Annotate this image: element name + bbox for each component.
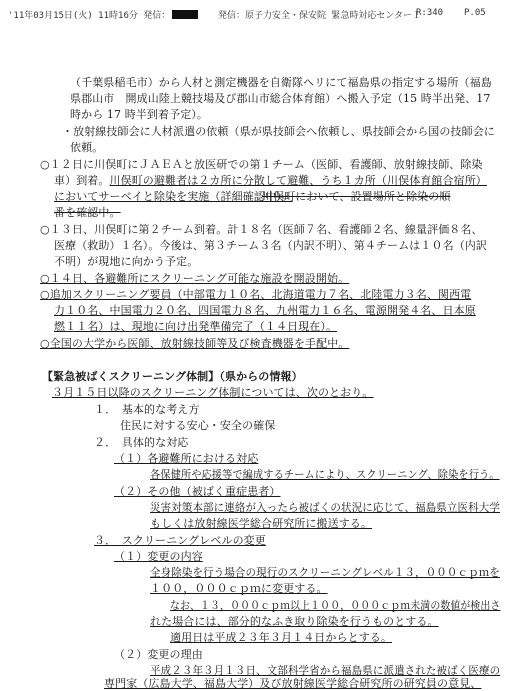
- underlined-text: 川俣町の避難者は２カ所に分散して避難、うち１カ所（川俣体育館合宿所）: [109, 174, 487, 187]
- struck-text: 番を確認中。: [54, 206, 121, 219]
- struck-text: 川俣町において、設置場所と除染の順: [262, 190, 451, 203]
- text-line: 時から 17 時半到着予定）。: [70, 108, 208, 121]
- list-heading: ３． スクリーニングレベルの変更: [94, 534, 266, 547]
- text-line: ○１２日に川俣町にＪＡＥＡと放医研での第１チーム（医師、看護師、放射線技師、除染: [40, 158, 483, 171]
- text-line: ○１４日、各避難所にスクリーニング可能な施設を開設開始。: [40, 272, 350, 285]
- fax-page-number: P.05: [464, 8, 486, 18]
- text-line: においてサーベイと除染を実施（詳細確認中）。: [54, 190, 293, 203]
- text-line: 車）到着。川俣町の避難者は２カ所に分散して避難、うち１カ所（川俣体育館合宿所）: [54, 174, 487, 187]
- text-line: 力１０名、中国電力２０名、四国電力８名、九州電力１６名、電源開発４名、日本原: [54, 304, 476, 317]
- text-line: 災害対策本部に連絡が入ったら被ばくの状況に応じて、福島県立医科大学: [150, 501, 500, 514]
- text-line: １００，０００ｃｐｍに変更する。: [150, 582, 328, 595]
- text-line: （千葉県稲毛市）から人材と測定機器を自衛隊ヘリにて福島県の指定する場所（福島: [70, 76, 492, 89]
- fax-date-line: '11年03月15日(火) 11時16分 発信：: [8, 8, 170, 21]
- text-line: 県郡山市 開成山陸上競技場及び郡山市総合体育館）へ搬入予定（15 時半出発、17: [70, 92, 491, 105]
- text-line: 平成２３年３月１３日、文部科学省から福島県に派遣された被ばく医療の: [150, 664, 501, 677]
- text-line: 医療（救助）１名）。今後は、第３チーム３名（内訳不明）、第４チームは１０名（内訳: [54, 239, 487, 252]
- text-line: れた場合には、部分的なふき取り除染を行うものとする。: [150, 615, 439, 628]
- text-line: 専門家（広島大学、福島大学）及び放射線医学総合研究所の研究員の意見、: [104, 677, 482, 690]
- text-line: ○１３日、川俣町に第２チーム到着。計１８名（医師７名、看護師２名、線量評価８名、: [40, 223, 483, 236]
- text-line: 燃１１名）は、現地に向け出発準備完了（１４日現在）。: [54, 320, 338, 333]
- fax-receiver: R:340: [416, 8, 444, 18]
- text-line: ○追加スクリーニング要員（中部電力１０名、北海道電力７名、北陸電力３名、関西電: [40, 288, 472, 301]
- text-line: なお、１３，０００ｃｐｍ以上１００，０００ｃｐｍ未満の数値が検出さ: [170, 599, 501, 612]
- sub-heading: （２）その他（被ばく重症患者）: [114, 485, 281, 498]
- list-heading: １． 基本的な考え方: [94, 403, 200, 416]
- text-line: 依頼。: [70, 141, 104, 154]
- text-line: 住民に対する安心・安全の確保: [120, 419, 276, 432]
- fax-header: [8, 6, 500, 22]
- text-line: 不明）が現地に向かう予定。: [54, 255, 199, 268]
- section-heading: 【緊急被ばくスクリーニング体制】（県からの情報）: [42, 370, 303, 383]
- list-heading: ２． 具体的な対応: [94, 436, 189, 449]
- text-line: ３月１５日以降のスクリーニング体制については、次のとおり。: [52, 386, 374, 399]
- sub-heading: （１）変更の内容: [114, 550, 203, 563]
- text-line: もしくは放射線医学総合研究所に搬送する。: [150, 517, 372, 530]
- fax-sender: 発信：原子力安全・保安院 緊急時対応センター１: [218, 11, 422, 21]
- text-line: ・放射線技師会に人材派遣の依頼（県が県技師会へ依頼し、県技師会から国の技師会に: [62, 125, 495, 138]
- text-line: 全身除染を行う場合の現行のスクリーニングレベル１３，０００ｃｐｍを: [150, 566, 500, 579]
- sub-heading: （２）変更の理由: [114, 648, 203, 661]
- text-line: 各保健所や応援等で編成するチームにより、スクリーニング、除染を行う。: [150, 468, 500, 481]
- redaction-block: [172, 10, 198, 19]
- sub-heading: （１）各避難所における対応: [114, 452, 259, 465]
- text-line: 適用日は平成２３年３月１４日からとする。: [170, 631, 392, 644]
- text-line: ○全国の大学から医師、放射線技師等及び検査機器を手配中。: [40, 337, 350, 350]
